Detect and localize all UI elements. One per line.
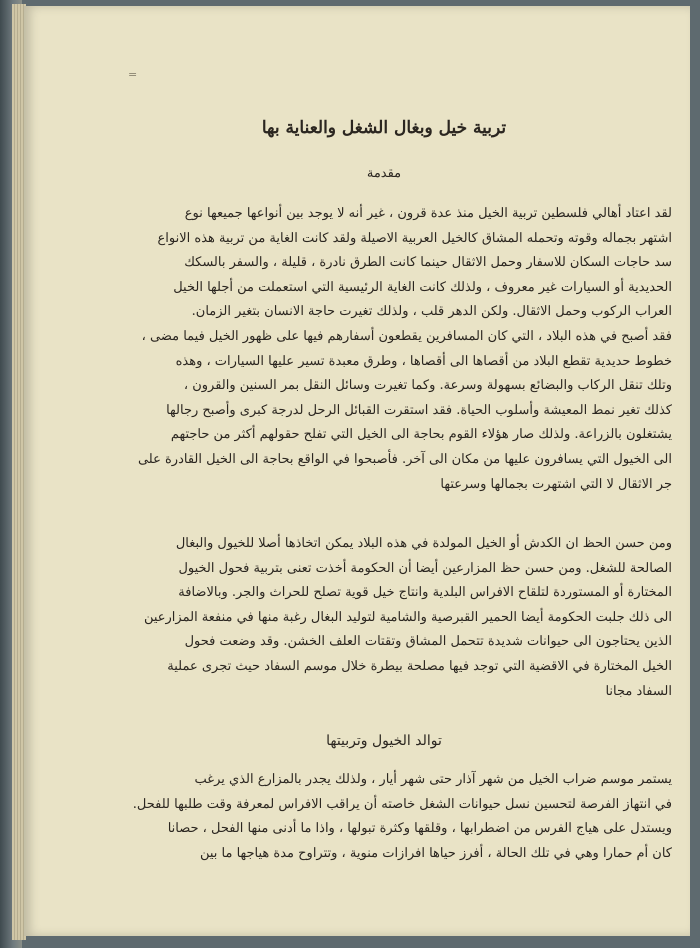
text-line: كذلك تغير نمط المعيشة وأسلوب الحياة. فقد استقرت القبائل الرحل لدرجة كبرى وأصبح رجالها [166, 402, 672, 418]
text-line: سد حاجات السكان للاسفار وحمل الاثقال حينما كانت الطرق نادرة ، قليلة ، والسفر بالسكك [184, 255, 672, 271]
text-line: لقد اعتاد أهالي فلسطين تربية الخيل منذ عدة قرون ، غير أنه لا يوجد بين أنواعها جميعها نوع [184, 206, 672, 221]
text-line: الحديدية أو السيارات غير معروف ، ولذلك كانت الغاية الرئيسية التي استعملت من أجلها الخيل [173, 279, 672, 295]
text-line: الذين يحتاجون الى حيوانات شديدة تتحمل المشاق وتقتات العلف الخشن. وقد وضعت فحول [184, 634, 672, 650]
text-line: ومن حسن الحظ ان الكدش أو الخيل المولدة في هذه البلاد يمكن اتخاذها أصلا للخيول والبغال [175, 536, 672, 551]
text-line: في انتهاز الفرصة لتحسين نسل حيوانات الشغل خاصته أن يراقب الافراس لمعرفة وقت طلبها للفحل. [132, 796, 672, 812]
paragraph-reproduction [92, 768, 672, 866]
paragraph-breeding [92, 532, 672, 704]
text-line: وتلك تنقل الركاب والبضائع بسهولة وسرعة. وكما تغيرت وسائل النقل بمر السنين والقرون ، [183, 378, 672, 394]
page-mark: = [128, 68, 138, 81]
text-line: خطوط حديدية تقطع البلاد من أقصاها الى أقصاها ، وطرق معبدة تسير عليها السيارات ، وهذه [175, 353, 672, 369]
text-line: جر الاثقال لا التي اشتهرت بجمالها وسرعتها [440, 476, 672, 492]
text-line: يستمر موسم ضراب الخيل من شهر آذار حتى شهر أيار ، ولذلك يجدر بالمزارع الذي يرغب [194, 772, 672, 787]
section-subtitle: مقدمة [366, 166, 402, 181]
document-page [24, 6, 690, 936]
page-title: تربية خيل وبغال الشغل والعناية بها [261, 118, 507, 138]
text-line: العراب الركوب وحمل الاثقال. ولكن الدهر قلب ، ولذلك تغيرت حاجة الانسان بتغير الزمان. [191, 304, 672, 320]
text-line: كان أم حمارا وهي في تلك الحالة ، أفرز حياها افرازات منوية ، وتتراوح مدة هياجها ما بين [199, 845, 672, 861]
text-line: المختارة أو المستوردة لتلقاح الافراس البلدية وانتاج خيل قوية تصلح للحراث والجر. وبالاضافة [178, 585, 672, 601]
section-heading: توالد الخيول وتربيتها [326, 733, 442, 749]
text-line: الخيل المختارة في الاقضية التي توجد فيها مصلحة بيطرة خلال موسم السفاد حيث تجرى عملية [167, 658, 672, 674]
text-line: ويستدل على هياج الفرس من اضطرابها ، وقلقها وكثرة تبولها ، واذا ما أدنى منها الفحل ، حصانا [167, 821, 672, 837]
text-line: السفاد مجانا [605, 683, 672, 699]
paragraph-introduction [92, 202, 672, 497]
text-line: الى الخيول التي يسافرون عليها من مكان الى آخر. فأصبحوا في الواقع بحاجة الى الخيل القادرة على [137, 451, 672, 467]
text-line: الصالحة للشغل. ومن حسن حظ المزارعين أيضا أن الحكومة أخذت تعنى بتربية فحول الخيول [178, 560, 672, 576]
text-line: يشتغلون بالزراعة. ولذلك صار هؤلاء القوم بحاجة الى الخيل التي تفلح حقولهم أكثر من حاجتهم [170, 427, 672, 443]
text-line: الى ذلك جلبت الحكومة أيضا الحمير القبرصية والشامية لتوليد البغال رغبة منها في منفعة المزارعين [143, 609, 672, 625]
text-line: اشتهر بجماله وقوته وتحمله المشاق كالخيل العربية الاصيلة ولقد كانت الغاية من تربية هذه الانواع [157, 230, 672, 246]
text-line: فقد أصبح في هذه البلاد ، التي كان المسافرين يقطعون أسفارهم فيها على ظهور الخيل فيما مضى ، [141, 328, 672, 344]
